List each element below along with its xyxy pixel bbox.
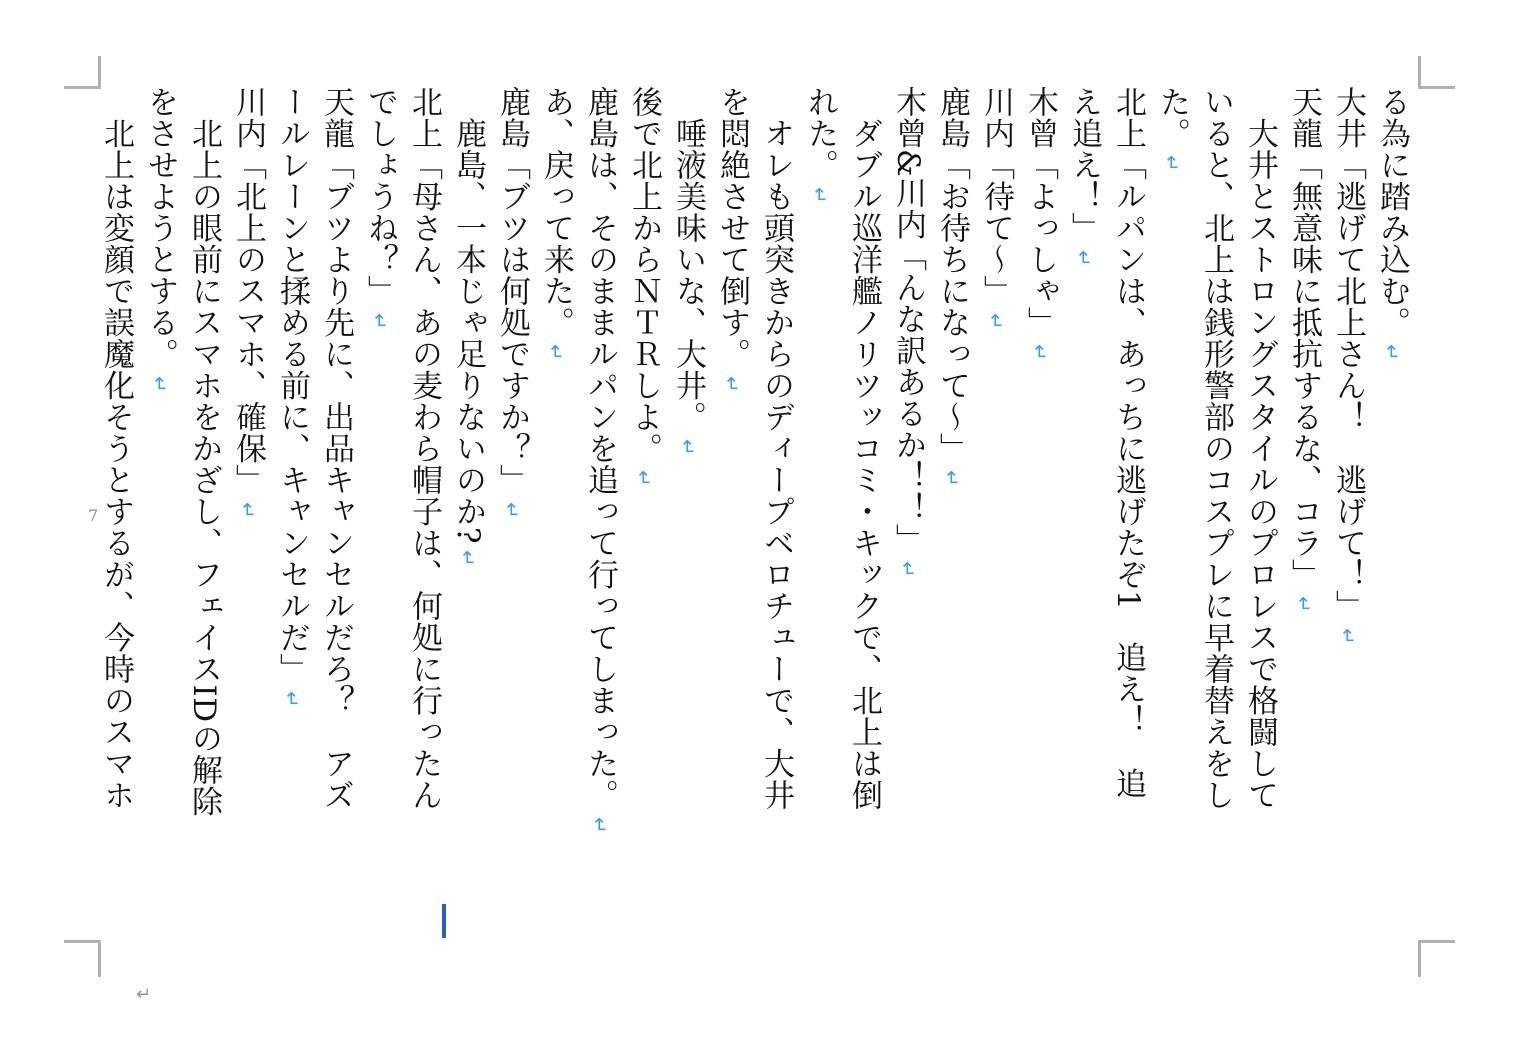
text-line xyxy=(138,86,182,946)
paragraph-mark-icon: ↵ xyxy=(676,438,700,456)
text-line-content: 川内「北上のスマホ、確保」 xyxy=(230,86,266,496)
paragraph-mark-icon: ↵ xyxy=(280,690,304,708)
page-number: 7 xyxy=(88,506,99,525)
paragraph-mark-icon: ↵ xyxy=(720,375,744,393)
text-line-content: え追え！」 xyxy=(1066,86,1102,244)
text-line xyxy=(1062,86,1106,946)
text-line-content: オレも頭突きからのディープベロチューで、大井 xyxy=(758,86,794,811)
text-line xyxy=(226,86,270,946)
text-line xyxy=(358,86,402,946)
paragraph-mark-icon: ↵ xyxy=(896,561,920,579)
paragraph-mark-icon: ↵ xyxy=(148,375,172,393)
text-line xyxy=(798,86,842,946)
text-line xyxy=(534,86,578,946)
text-line-content: 北上の眼前にスマホをかざし、フェイスIDの解除 xyxy=(186,86,222,818)
text-line-content: た。 xyxy=(1154,86,1190,149)
end-of-document-marker: ↵ xyxy=(136,984,152,1005)
paragraph-mark-icon: ↵ xyxy=(1336,627,1360,645)
text-line-content: 鹿島は、そのままルパンを追って行ってしまった。 xyxy=(582,86,618,811)
text-line-content: 木曾&川内「んな訳あるか！！」 xyxy=(890,86,926,556)
paragraph-mark-icon: ↵ xyxy=(632,470,656,488)
paragraph-mark-icon: ↵ xyxy=(940,470,964,488)
text-line-content: 鹿島、一本じゃ足りないのか? xyxy=(450,86,486,545)
paragraph-mark-icon: ↵ xyxy=(236,501,260,519)
text-line-content: 天龍「無意味に抵抗するな、コラ」 xyxy=(1286,86,1322,590)
text-line-content: れた。 xyxy=(802,86,838,181)
text-line-content: ールレーンと揉める前に、キャンセルだ」 xyxy=(274,86,310,685)
text-line-content: る為に踏み込む。 xyxy=(1374,86,1410,338)
text-line xyxy=(886,86,930,946)
crop-mark-top-right xyxy=(1418,56,1455,89)
text-line xyxy=(1150,86,1194,946)
text-line-content: ダブル巡洋艦ノリツッコミ・キックで、北上は倒 xyxy=(846,86,882,811)
text-line-content: 鹿島「ブツは何処ですか？」 xyxy=(494,86,530,496)
text-line xyxy=(402,86,446,946)
text-line xyxy=(1106,86,1150,946)
paragraph-mark-icon: ↵ xyxy=(808,186,832,204)
paragraph-mark-icon: ↵ xyxy=(544,344,568,362)
text-line-content: を悶絶させて倒す。 xyxy=(714,86,750,370)
text-line xyxy=(578,86,622,946)
text-line xyxy=(842,86,886,946)
text-cursor xyxy=(442,904,446,938)
text-line xyxy=(1194,86,1238,946)
paragraph-mark-icon: ↵ xyxy=(1380,344,1404,362)
text-line xyxy=(314,86,358,946)
paragraph-mark-icon: ↵ xyxy=(588,816,612,834)
text-line xyxy=(446,86,490,946)
text-line xyxy=(622,86,666,946)
text-line-content: 後で北上からＮＴＲしよ。 xyxy=(626,86,662,464)
paragraph-mark-icon: ↵ xyxy=(1028,344,1052,362)
text-line-content: 鹿島「お待ちになって〜」 xyxy=(934,86,970,464)
text-line-content: 唾液美味いな、大井。 xyxy=(670,86,706,433)
text-line-content: をさせようとする。 xyxy=(142,86,178,370)
text-line-content: 木曾「よっしゃ」 xyxy=(1022,86,1058,338)
text-line xyxy=(710,86,754,946)
paragraph-mark-icon: ↵ xyxy=(500,501,524,519)
paragraph-mark-icon: ↵ xyxy=(368,312,392,330)
paragraph-mark-icon: ↵ xyxy=(456,550,480,568)
vertical-text-body[interactable] xyxy=(98,86,1414,946)
paragraph-mark-icon: ↵ xyxy=(1160,155,1184,173)
text-line-content: 天龍「ブツより先に、出品キャンセルだろ？ アズ xyxy=(318,86,354,811)
text-line-content: 川内「待て〜」 xyxy=(978,86,1014,307)
crop-mark-top-left xyxy=(64,56,101,89)
text-line-content: 大井「逃げて北上さん！ 逃げて！」 xyxy=(1330,86,1366,622)
text-line xyxy=(490,86,534,946)
text-line xyxy=(270,86,314,946)
text-line-content: 北上「母さん、あの麦わら帽子は、何処に行ったん xyxy=(406,86,442,811)
text-line xyxy=(754,86,798,946)
paragraph-mark-icon: ↵ xyxy=(984,312,1008,330)
paragraph-mark-icon: ↵ xyxy=(1072,249,1096,267)
text-line xyxy=(930,86,974,946)
text-line xyxy=(182,86,226,946)
text-line-content: 北上は変顔で誤魔化そうとするが、今時のスマホ xyxy=(98,86,134,811)
crop-mark-bottom-right xyxy=(1418,940,1455,977)
text-line-content: でしょうね？」 xyxy=(362,86,398,307)
text-line xyxy=(974,86,1018,946)
paragraph-mark-icon: ↵ xyxy=(1292,596,1316,614)
text-line xyxy=(1282,86,1326,946)
text-line xyxy=(1238,86,1282,946)
text-line xyxy=(94,86,138,946)
text-line-content: 北上「ルパンは、あっちに逃げたぞ1 追え！ 追 xyxy=(1110,86,1146,800)
text-line xyxy=(666,86,710,946)
text-line xyxy=(1018,86,1062,946)
text-line xyxy=(1326,86,1370,946)
text-line-content: いると、北上は銭形警部のコスプレに早着替えをし xyxy=(1198,86,1234,811)
text-line xyxy=(1370,86,1414,946)
text-line-content: あ、戻って来た。 xyxy=(538,86,574,338)
text-line-content: 大井とストロングスタイルのプロレスで格闘して xyxy=(1242,86,1278,811)
